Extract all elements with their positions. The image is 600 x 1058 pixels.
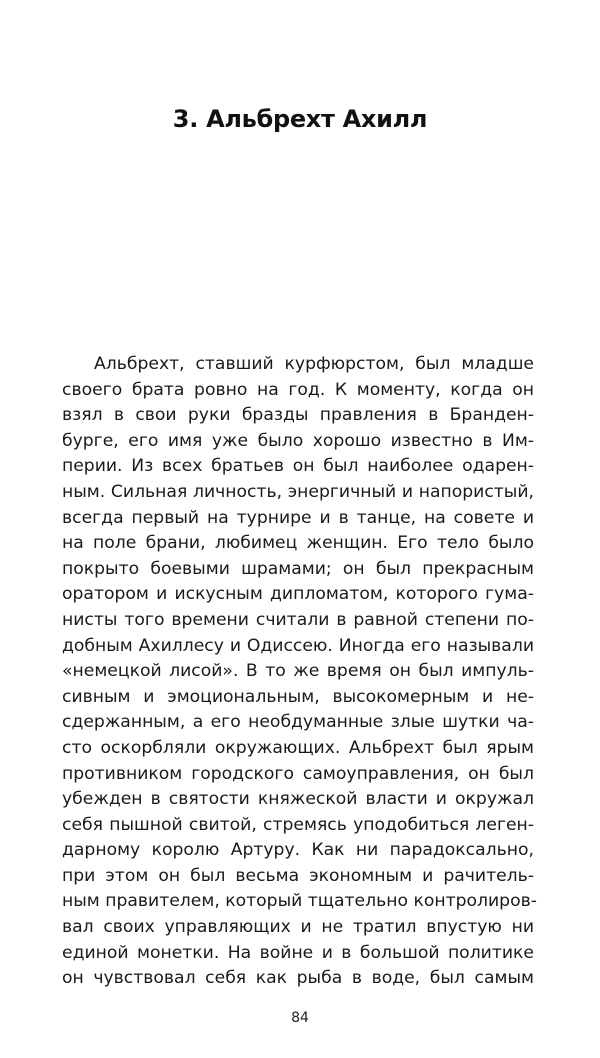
text-line: всегда первый на турнире и в танце, на совете и bbox=[62, 507, 534, 528]
chapter-title: 3. Альбрехт Ахилл bbox=[172, 105, 428, 133]
text-line: сивным и эмоциональным, высокомерным и не- bbox=[62, 686, 534, 707]
text-line: добным Ахиллесу и Одиссею. Иногда его называли bbox=[62, 635, 534, 656]
text-line: бурге, его имя уже было хорошо известно в Им- bbox=[62, 430, 534, 451]
body-paragraph bbox=[62, 352, 537, 992]
text-line: перии. Из всех братьев он был наиболее одарен- bbox=[62, 456, 534, 477]
text-line: сдержанным, а его необдуманные злые шутки ча- bbox=[62, 712, 534, 733]
text-line: своего брата ровно на год. К моменту, когда он bbox=[62, 379, 534, 400]
text-line: вал своих управляющих и не тратил впустую ни bbox=[62, 917, 534, 938]
text-line: ным правителем, который тщательно контролиров- bbox=[62, 891, 537, 912]
text-line: противником городского самоуправления, он был bbox=[62, 763, 534, 784]
text-line: ным. Сильная личность, энергичный и напористый, bbox=[62, 481, 534, 502]
text-line: Альбрехт, ставший курфюрстом, был младше bbox=[94, 354, 534, 374]
text-line: взял в свои руки бразды правления в Бранден- bbox=[62, 405, 534, 426]
text-line: себя пышной свитой, стремясь уподобиться леген- bbox=[62, 814, 534, 835]
text-line: сто оскорбляли окружающих. Альбрехт был ярым bbox=[62, 737, 534, 758]
text-line: «немецкой лисой». В то же время он был импуль- bbox=[62, 661, 534, 682]
text-line: оратором и искусным дипломатом, которого гума- bbox=[62, 584, 534, 605]
text-line: на поле брани, любимец женщин. Его тело было bbox=[62, 533, 534, 554]
text-line: дарному королю Артуру. Как ни парадоксально, bbox=[62, 840, 534, 861]
text-line: единой монетки. На войне и в большой политике bbox=[62, 942, 534, 963]
text-line: при этом он был весьма экономным и рачитель- bbox=[62, 865, 534, 886]
page-number: 84 bbox=[291, 1010, 309, 1026]
text-line: нисты того времени считали в равной степени по- bbox=[62, 609, 534, 630]
text-line: покрыто боевыми шрамами; он был прекрасным bbox=[62, 558, 534, 579]
text-line: убежден в святости княжеской власти и окружал bbox=[62, 789, 534, 810]
text-line: он чувствовал себя как рыба в воде, был самым bbox=[62, 968, 534, 989]
